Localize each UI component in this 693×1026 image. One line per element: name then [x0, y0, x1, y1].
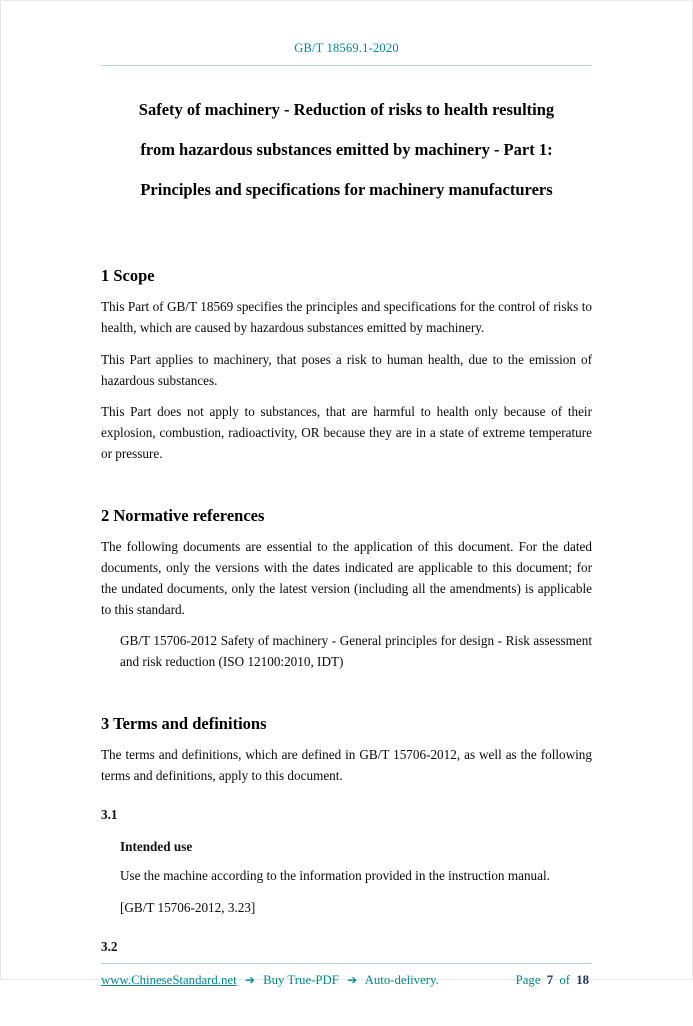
- terms-intro: The terms and definitions, which are defined in GB/T 15706-2012, as well as the following terms and definitions, apply to this document.: [101, 747, 592, 784]
- normative-reference: GB/T 15706-2012 Safety of machinery - General principles for design - Risk assessment and risk reduction (ISO 12100:2010, IDT): [120, 633, 592, 670]
- scope-paragraph-3: This Part does not apply to substances, that are harmful to health only because of their explosion, combustion, radioactivity, OR because they are in a state of extreme temperature or pressure.: [101, 404, 592, 462]
- section-terms-definitions: [101, 684, 592, 962]
- total-page-number: 18: [576, 972, 589, 987]
- normative-heading: 2 Normative references: [101, 506, 265, 526]
- term-name: Intended use: [120, 838, 193, 854]
- footer-links: [101, 973, 439, 988]
- page-indicator: [516, 973, 592, 988]
- title-line-2: from hazardous substances emitted by machinery - Part 1:: [140, 140, 553, 159]
- buy-true-pdf-label: Buy True-PDF: [263, 972, 339, 987]
- of-label: of: [559, 972, 570, 987]
- page-footer: [101, 963, 592, 1026]
- title-line-3: Principles and specifications for machinery manufacturers: [140, 180, 553, 199]
- arrow-icon: ➔: [347, 972, 358, 987]
- term-definition: Use the machine according to the information provided in the instruction manual.: [120, 867, 550, 883]
- section-normative-references: [101, 476, 592, 684]
- terms-heading: 3 Terms and definitions: [101, 714, 267, 734]
- term-number-3-1: 3.1: [101, 806, 118, 822]
- arrow-icon: ➔: [244, 972, 255, 987]
- scope-paragraph-2: This Part applies to machinery, that poses a risk to human health, due to the emission of hazardous substances.: [101, 351, 592, 388]
- scope-heading: 1 Scope: [101, 266, 155, 285]
- header-divider: [101, 65, 592, 66]
- term-number-3-2: 3.2: [101, 938, 118, 954]
- title-line-1: Safety of machinery - Reduction of risks to health resulting: [138, 100, 555, 119]
- standard-code: GB/T 18569.1-2020: [294, 41, 399, 55]
- page-header: [101, 41, 592, 66]
- auto-delivery-label: Auto-delivery.: [364, 972, 439, 987]
- section-scope: [101, 210, 592, 476]
- scope-paragraph-1: This Part of GB/T 18569 specifies the principles and specifications for the control of risks to health, which are caused by hazardous substances emitted by machinery.: [101, 299, 592, 335]
- chinesestandard-link[interactable]: www.ChineseStandard.net: [101, 972, 237, 987]
- term-source: [GB/T 15706-2012, 3.23]: [120, 899, 256, 915]
- document-title: [101, 90, 592, 210]
- page-label: Page: [515, 972, 541, 987]
- current-page-number: 7: [546, 972, 554, 987]
- normative-intro: The following documents are essential to the application of this document. For the dated documents, only the versions with the dates indicated are applicable to this document; for the undated documents, only the latest version (including all the amendments) is applicable to this standard.: [101, 539, 592, 617]
